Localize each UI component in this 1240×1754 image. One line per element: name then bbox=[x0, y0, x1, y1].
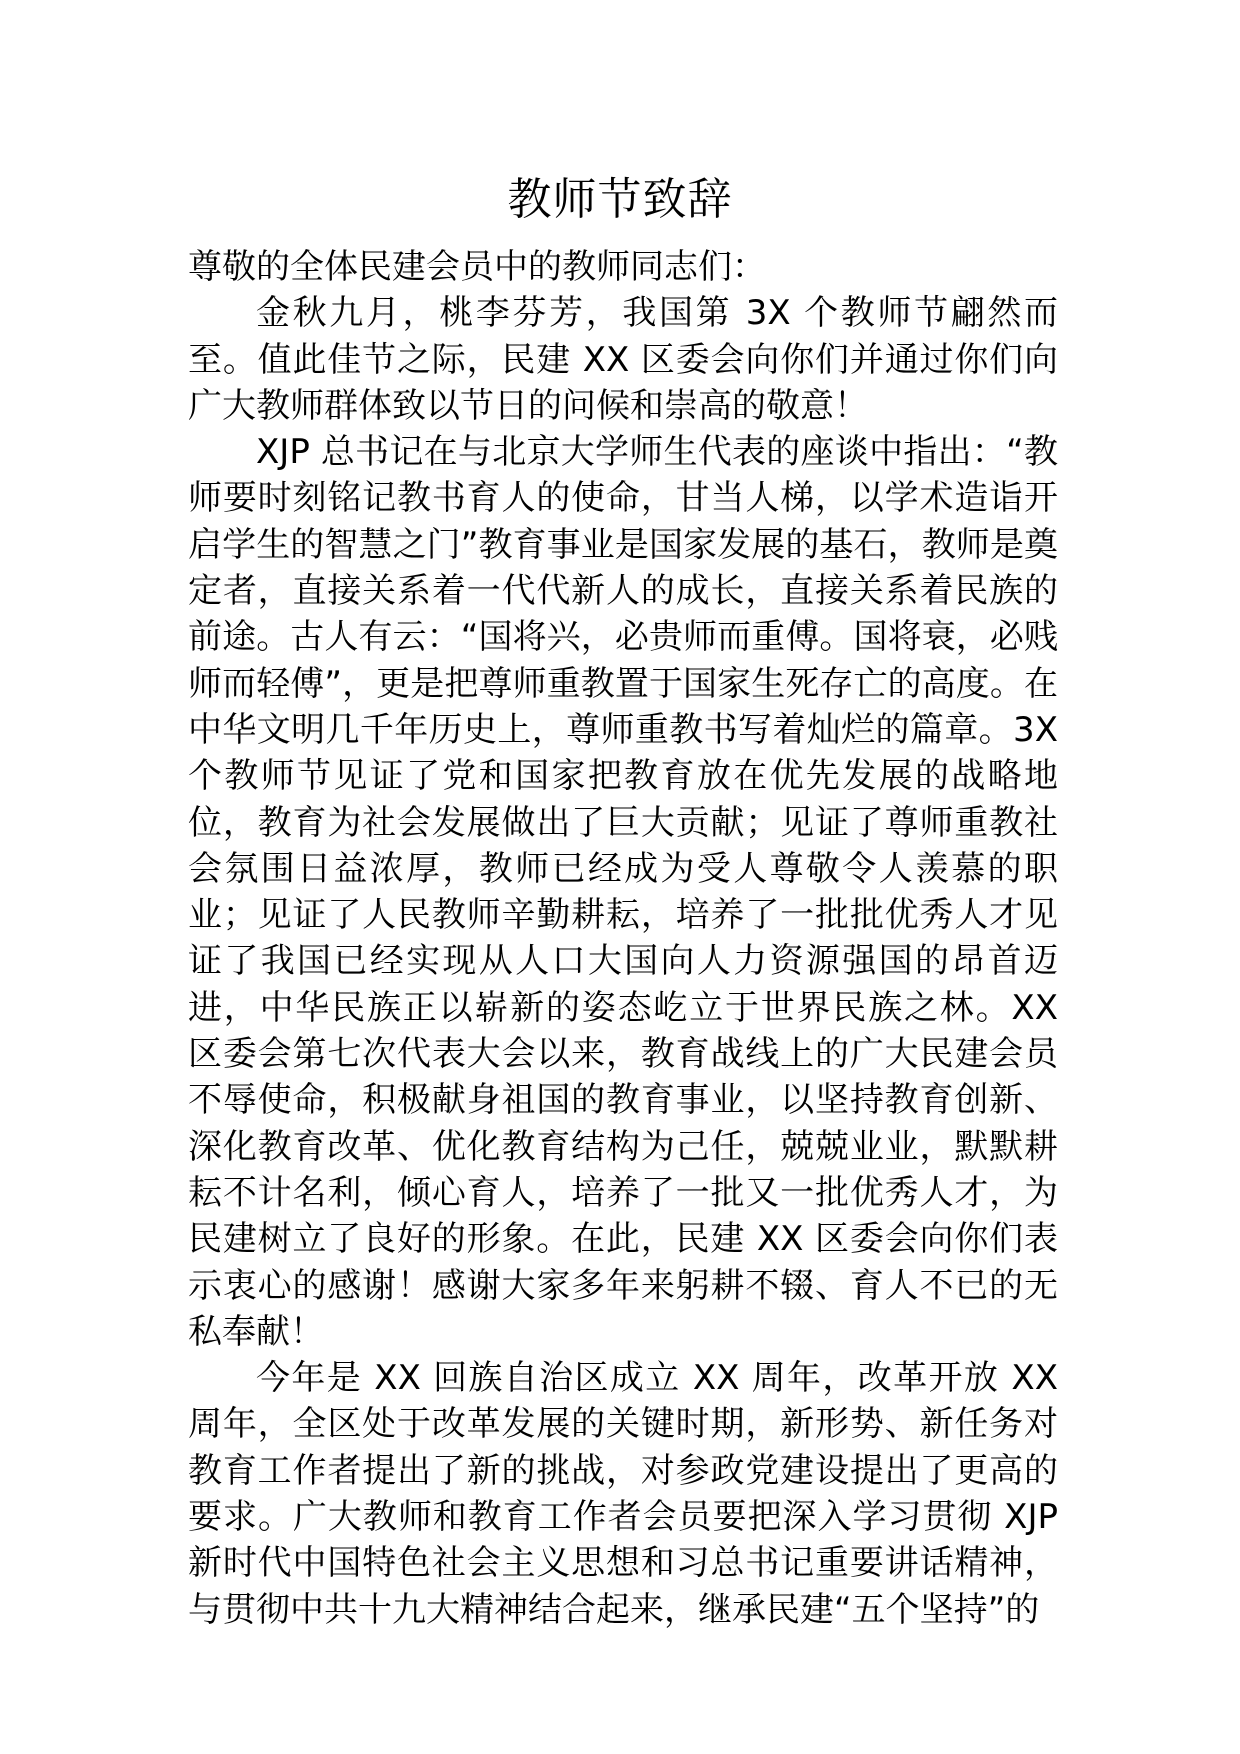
salutation: 尊敬的全体民建会员中的教师同志们： bbox=[188, 247, 766, 287]
document-title: 教师节致辞 bbox=[507, 174, 733, 225]
paragraph-tribute: XJP 总书记在与北京大学师生代表的座谈中指出：“教师要时刻铭记教书育人的使命，甘当人梯，以学术造诣开启学生的智慧之门”教育事业是国家发展的基石，教师是奠定者，直接关系着一代代新人的成长，直接关系着民族的前途。古人有云：“国将兴，必贵师而重傅。国将衰，必贱师而轻傅”，更是把尊师重教置于国家生死存亡的高度。在中华文明几千年历史上，尊师重教书写着灿烂的篇章。3X 个教师节见证了党和国家把教育放在优先发展的战略地位，教育为社会发展做出了巨大贡献；见证了尊师重教社会氛围日益浓厚，教师已经成为受人尊敬令人羡慕的职业；见证了人民教师辛勤耕耘，培养了一批批优秀人才见证了我国已经实现从人口大国向人力资源强国的昂首迈进，中华民族正以崭新的姿态屹立于世界民族之林。XX 区委会第七次代表大会以来，教育战线上的广大民建会员不辱使命，积极献身祖国的教育事业，以坚持教育创新、深化教育改革、优化教育结构为己任，兢兢业业，默默耕耘不计名利，倾心育人，培养了一批又一批优秀人才，为民建树立了良好的形象。在此，民建 XX 区委会向你们表示衷心的感谢！感谢大家多年来躬耕不辍、育人不已的无私奉献！ bbox=[188, 432, 1058, 1352]
paragraph-greeting: 金秋九月，桃李芬芳，我国第 3X 个教师节翩然而至。值此佳节之际，民建 XX 区委会向你们并通过你们向广大教师群体致以节日的问候和崇高的敬意！ bbox=[188, 293, 1058, 426]
document-body bbox=[188, 244, 1058, 1633]
paragraph-expectations: 今年是 XX 回族自治区成立 XX 周年，改革开放 XX 周年，全区处于改革发展的关键时期，新形势、新任务对教育工作者提出了新的挑战，对参政党建设提出了更高的要求。广大教师和教育工作者会员要把深入学习贯彻 XJP 新时代中国特色社会主义思想和习总书记重要讲话精神，与贯彻中共十九大精神结合起来，继承民建“五个坚持”的 bbox=[188, 1358, 1058, 1630]
